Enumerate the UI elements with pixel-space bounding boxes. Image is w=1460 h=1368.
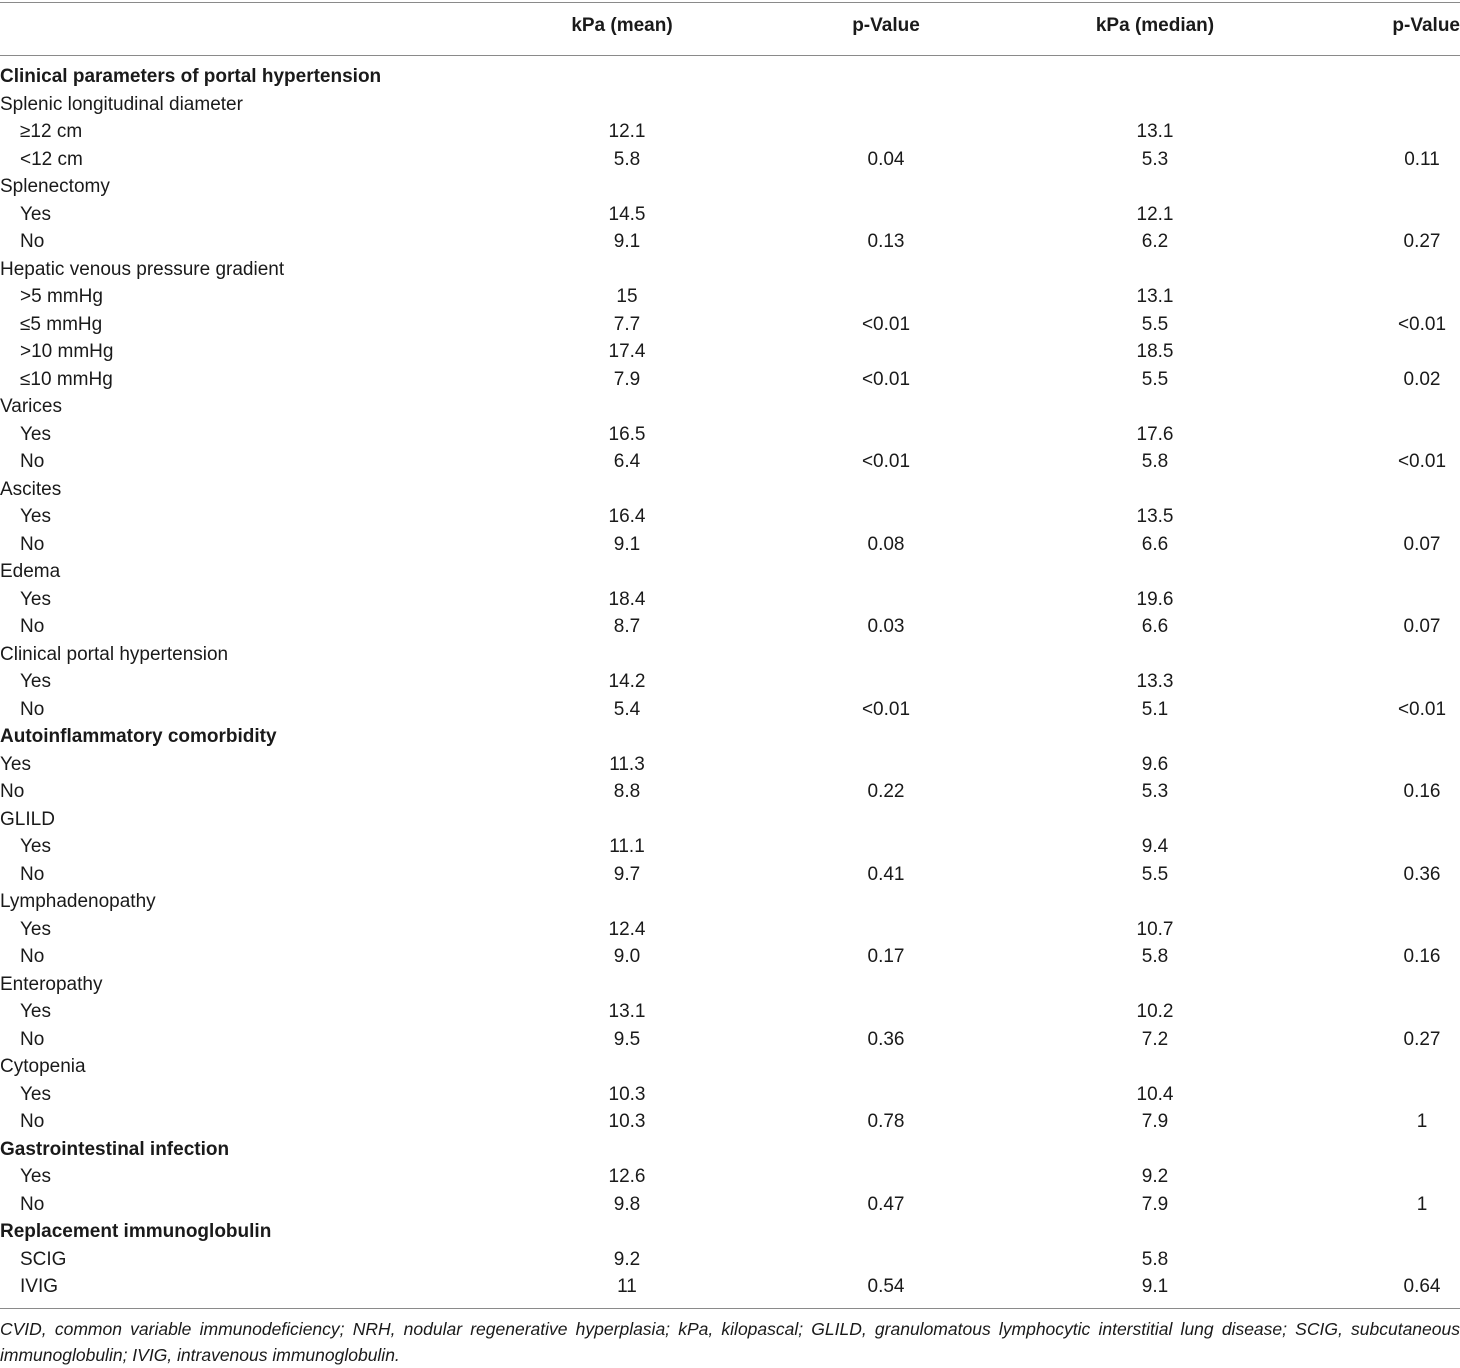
table-row (0, 531, 1460, 559)
cell-p-value-mean: 0.13 (867, 231, 905, 252)
table-row (0, 201, 1460, 229)
cell-kpa-mean: 14.2 (608, 671, 646, 692)
cell-kpa-mean: 11.3 (609, 753, 645, 775)
cell-p-value-mean: 0.54 (867, 1276, 905, 1297)
cell-kpa-mean: 16.5 (608, 423, 646, 445)
cell-kpa-median: 10.2 (1136, 1001, 1174, 1022)
table-row (0, 696, 1460, 724)
cell-p-value-mean: 0.22 (867, 781, 905, 802)
row-label: SCIG (20, 1248, 67, 1270)
table-row (0, 393, 1460, 421)
cell-kpa-median: 5.8 (1141, 451, 1169, 472)
row-label: Cytopenia (0, 1056, 86, 1077)
cell-kpa-median: 9.2 (1141, 1166, 1169, 1187)
section-heading: Clinical parameters of portal hypertension (0, 66, 382, 87)
table-row (0, 228, 1460, 256)
header-p-value-median: p-Value (1392, 15, 1460, 36)
row-label: ≤5 mmHg (20, 313, 103, 335)
row-label: Yes (20, 836, 51, 857)
cell-p-value-mean: <0.01 (861, 313, 911, 335)
table-row (0, 833, 1460, 861)
table-row (0, 173, 1460, 201)
cell-kpa-mean: 12.4 (608, 918, 646, 940)
cell-kpa-median: 7.9 (1141, 1193, 1169, 1215)
cell-kpa-median: 6.6 (1141, 533, 1169, 555)
cell-kpa-mean: 11.1 (609, 836, 645, 857)
cell-p-value-median: 1 (1416, 1193, 1428, 1215)
cell-kpa-mean: 9.7 (613, 863, 641, 885)
cell-kpa-mean: 8.7 (613, 616, 641, 637)
top-rule (0, 2, 1460, 3)
table-row (0, 366, 1460, 394)
row-label: No (20, 1111, 45, 1132)
row-label: Yes (20, 1083, 51, 1105)
cell-kpa-mean: 18.4 (608, 588, 646, 610)
cell-p-value-mean: 0.17 (867, 946, 905, 967)
row-label: >5 mmHg (20, 286, 103, 307)
cell-kpa-mean: 14.5 (608, 203, 646, 225)
cell-kpa-median: 5.5 (1141, 313, 1169, 335)
row-label: No (20, 1193, 45, 1215)
cell-kpa-median: 10.4 (1136, 1083, 1174, 1105)
header-kpa-mean: kPa (mean) (571, 15, 673, 36)
cell-kpa-median: 7.9 (1141, 1111, 1169, 1132)
cell-p-value-median: 0.07 (1403, 616, 1441, 637)
table-row (0, 256, 1460, 284)
row-label: Yes (20, 1166, 51, 1187)
table-row (0, 476, 1460, 504)
table-row (0, 1246, 1460, 1274)
cell-kpa-median: 5.3 (1141, 781, 1169, 802)
cell-kpa-median: 5.1 (1141, 698, 1169, 720)
cell-kpa-mean: 9.1 (613, 533, 641, 555)
table-row (0, 916, 1460, 944)
cell-kpa-median: 18.5 (1136, 341, 1174, 362)
cell-kpa-mean: 12.6 (608, 1166, 646, 1187)
table-row (0, 118, 1460, 146)
row-label: No (20, 533, 45, 555)
table-row (0, 971, 1460, 999)
cell-kpa-median: 17.6 (1136, 423, 1174, 445)
cell-p-value-mean: <0.01 (861, 698, 911, 720)
cell-p-value-median: 0.27 (1403, 231, 1441, 252)
cell-p-value-median: <0.01 (1397, 313, 1447, 335)
cell-kpa-mean: 15 (616, 286, 638, 307)
row-label: No (20, 231, 45, 252)
row-label: Lymphadenopathy (0, 891, 156, 912)
cell-p-value-median: 0.27 (1403, 1028, 1441, 1050)
table-row (0, 1081, 1460, 1109)
cell-p-value-mean: 0.47 (867, 1193, 905, 1215)
cell-p-value-mean: <0.01 (861, 368, 911, 390)
cell-kpa-mean: 5.4 (613, 698, 641, 720)
row-label: No (0, 781, 25, 802)
table-row (0, 1163, 1460, 1191)
table-row (0, 63, 1460, 91)
cell-kpa-mean: 13.1 (608, 1001, 646, 1022)
cell-p-value-mean: 0.03 (867, 616, 905, 637)
table-row (0, 861, 1460, 889)
table-row (0, 641, 1460, 669)
cell-kpa-median: 13.1 (1136, 286, 1174, 307)
cell-kpa-mean: 9.2 (613, 1248, 641, 1270)
table-row (0, 1191, 1460, 1219)
cell-kpa-mean: 5.8 (613, 148, 641, 170)
header-rule (0, 55, 1460, 56)
cell-p-value-median: <0.01 (1397, 451, 1447, 472)
cell-p-value-median: 0.16 (1403, 781, 1441, 802)
table-row (0, 1026, 1460, 1054)
table-row (0, 146, 1460, 174)
row-label: GLILD (0, 808, 55, 830)
table-row (0, 668, 1460, 696)
table-row (0, 558, 1460, 586)
table-row (0, 806, 1460, 834)
cell-kpa-median: 5.5 (1141, 863, 1169, 885)
row-label: No (20, 616, 45, 637)
cell-p-value-mean: 0.41 (867, 863, 905, 885)
cell-p-value-median: 0.11 (1404, 148, 1440, 170)
row-label: Yes (0, 753, 31, 775)
cell-p-value-median: 0.02 (1403, 368, 1441, 390)
row-label: Clinical portal hypertension (0, 643, 229, 665)
cell-kpa-median: 10.7 (1136, 918, 1174, 940)
table-row (0, 503, 1460, 531)
cell-p-value-mean: 0.08 (867, 533, 905, 555)
cell-kpa-mean: 16.4 (608, 506, 646, 527)
row-label: >10 mmHg (20, 341, 114, 362)
table-row (0, 91, 1460, 119)
cell-kpa-mean: 9.1 (613, 231, 641, 252)
section-heading: Autoinflammatory comorbidity (0, 726, 277, 747)
row-label: Yes (20, 671, 51, 692)
cell-kpa-median: 6.2 (1141, 231, 1169, 252)
row-label: No (20, 1028, 45, 1050)
cell-kpa-mean: 17.4 (608, 341, 646, 362)
row-label: Yes (20, 588, 51, 610)
table-footnote: CVID, common variable immunodeficiency; NRH, nodular regenerative hyperplasia; kPa, kilopascal; GLILD, granulomatous lymphocytic interstitial lung disease; SCIG, subcutaneous immunoglobulin; IVIG, intravenous immunoglobulin. (0, 1319, 1460, 1365)
table-row (0, 888, 1460, 916)
row-label: ≥12 cm (20, 121, 83, 142)
cell-kpa-mean: 8.8 (613, 781, 641, 802)
row-label: No (20, 946, 45, 967)
cell-kpa-mean: 10.3 (608, 1083, 646, 1105)
cell-kpa-median: 13.5 (1136, 506, 1174, 527)
header-kpa-median: kPa (median) (1095, 15, 1215, 36)
cell-kpa-median: 5.3 (1141, 148, 1169, 170)
row-label: <12 cm (20, 148, 83, 170)
row-label: Splenectomy (0, 176, 110, 197)
row-label: Varices (0, 396, 62, 417)
cell-kpa-median: 9.4 (1141, 836, 1169, 857)
table-row (0, 1136, 1460, 1164)
row-label: ≤10 mmHg (20, 368, 113, 390)
section-heading: Gastrointestinal infection (0, 1138, 230, 1160)
cell-kpa-mean: 7.7 (613, 313, 641, 335)
row-label: Yes (20, 918, 51, 940)
table-row (0, 1053, 1460, 1081)
row-label: No (20, 698, 45, 720)
row-label: Yes (20, 1001, 51, 1022)
cell-p-value-median: 0.16 (1403, 946, 1441, 967)
cell-kpa-median: 13.1 (1136, 121, 1174, 142)
row-label: Splenic longitudinal diameter (0, 93, 243, 115)
cell-kpa-median: 5.8 (1141, 946, 1169, 967)
cell-kpa-mean: 12.1 (608, 121, 646, 142)
table-row (0, 751, 1460, 779)
row-label: Hepatic venous pressure gradient (0, 258, 285, 280)
cell-p-value-mean: 0.04 (867, 148, 905, 170)
header-p-value-mean: p-Value (852, 15, 920, 36)
cell-kpa-mean: 9.8 (613, 1193, 641, 1215)
cell-kpa-median: 6.6 (1141, 616, 1169, 637)
table-row (0, 1108, 1460, 1136)
row-label: Yes (20, 506, 51, 527)
table-row (0, 311, 1460, 339)
row-label: No (20, 863, 45, 885)
cell-kpa-median: 7.2 (1141, 1028, 1169, 1050)
cell-kpa-median: 12.1 (1136, 203, 1174, 225)
cell-p-value-median: 0.07 (1403, 533, 1441, 555)
cell-kpa-median: 9.6 (1141, 753, 1169, 775)
cell-kpa-mean: 11 (617, 1276, 637, 1297)
table-row (0, 1273, 1460, 1301)
table-row (0, 998, 1460, 1026)
cell-kpa-median: 5.8 (1141, 1248, 1169, 1270)
cell-p-value-mean: 0.36 (867, 1028, 905, 1050)
table-row (0, 723, 1460, 751)
cell-p-value-mean: 0.78 (867, 1111, 905, 1132)
row-label: Ascites (0, 478, 62, 500)
cell-kpa-mean: 6.4 (613, 451, 641, 472)
cell-p-value-mean: <0.01 (861, 451, 911, 472)
row-label: IVIG (20, 1276, 59, 1297)
row-label: Enteropathy (0, 973, 103, 995)
table-row (0, 448, 1460, 476)
cell-kpa-median: 5.5 (1141, 368, 1169, 390)
table-row (0, 338, 1460, 366)
section-heading: Replacement immunoglobulin (0, 1221, 272, 1242)
table-row (0, 943, 1460, 971)
cell-kpa-mean: 10.3 (608, 1111, 646, 1132)
table-row (0, 778, 1460, 806)
row-label: Edema (0, 561, 61, 582)
table-row (0, 421, 1460, 449)
cell-kpa-mean: 9.0 (613, 946, 641, 967)
table-row (0, 1218, 1460, 1246)
table-row (0, 613, 1460, 641)
row-label: Yes (20, 203, 51, 225)
table-row (0, 586, 1460, 614)
cell-kpa-mean: 7.9 (613, 368, 641, 390)
cell-p-value-median: <0.01 (1397, 698, 1447, 720)
row-label: No (20, 451, 45, 472)
row-label: Yes (20, 423, 51, 445)
cell-p-value-median: 0.36 (1403, 863, 1441, 885)
cell-p-value-median: 1 (1416, 1111, 1428, 1132)
bottom-rule (0, 1308, 1460, 1309)
cell-kpa-median: 19.6 (1136, 588, 1174, 610)
table-row (0, 283, 1460, 311)
cell-p-value-median: 0.64 (1403, 1276, 1441, 1297)
cell-kpa-median: 9.1 (1141, 1276, 1169, 1297)
cell-kpa-median: 13.3 (1136, 671, 1174, 692)
cell-kpa-mean: 9.5 (613, 1028, 641, 1050)
